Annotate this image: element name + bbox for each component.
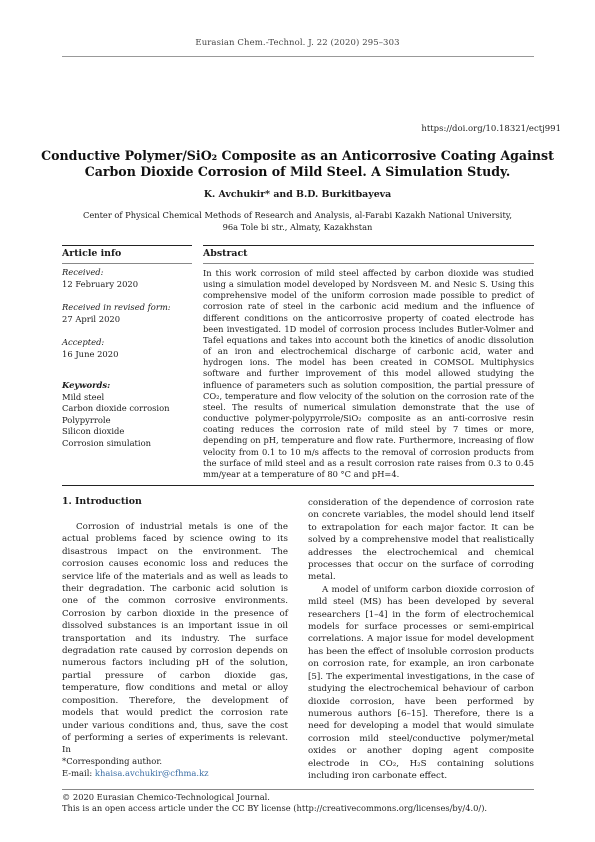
title-line-2: Carbon Dioxide Corrosion of Mild Steel. A Simulation Study. (84, 164, 511, 179)
doi-link[interactable]: https://doi.org/10.18321/ectj991 (421, 124, 561, 134)
footer (62, 792, 562, 814)
affiliation-line-2: 96a Tole bi str., Almaty, Kazakhstan (222, 222, 373, 232)
keyword-item: Silicon dioxide (62, 426, 125, 437)
article-info-rule-top (62, 245, 192, 246)
title-line-1: Conductive Polymer/SiO₂ Composite as an Anticorrosive Coating Against (41, 148, 554, 163)
abstract-rule-top (203, 245, 534, 246)
intro-paragraph-continued: consideration of the dependence of corrosion rate on concrete variables, the model should lend itself to extrapolation for each major factor. It can be solved by a comprehensive model that realistically addresses the electrochemical and chemical processes that occur on the surface of corroding metal. (308, 498, 534, 583)
affiliation-line-1: Center of Physical Chemical Methods of Research and Analysis, al-Farabi Kazakh National University, (82, 210, 513, 220)
corresponding-note: *Corresponding author. (62, 756, 163, 766)
introduction-heading: 1. Introduction (62, 496, 142, 507)
abstract-rule (203, 263, 534, 264)
license: This is an open access article under the CC BY license (http://creativecommons.org/licenses/by/4.0/). (62, 803, 488, 813)
journal-reference: Eurasian Chem.-Technol. J. 22 (2020) 295–303 (195, 38, 400, 48)
received-date: 12 February 2020 (62, 278, 139, 289)
intro-paragraph: A model of uniform carbon dioxide corrosion of mild steel (MS) has been developed by several researchers [1–4] in the form of electrochemical models for surface processes or semi-empirical correlations. A major issue for model development has been the effect of insoluble corrosion products on corrosion rate, for example, an iron carbonate [5]. The experimental investigations, in the case of studying the electrochemical behaviour of carbon dioxide corrosion, have been performed by numerous authors [6–15]. Therefore, there is a need for developing a model that would simulate corrosion mild steel/conductive polymer/metal oxides or another doping agent composite electrode in CO₂, H₂S containing solutions including iron carbonate effect. (308, 584, 534, 781)
section-divider (62, 485, 534, 486)
body-column-right (308, 497, 534, 782)
footnote (62, 755, 209, 780)
accepted-block (62, 337, 192, 360)
email-line (62, 767, 209, 779)
revised-block (62, 302, 192, 325)
keywords-block (62, 380, 192, 450)
article-title (30, 148, 565, 180)
keyword-item: Corrosion simulation (62, 437, 152, 448)
received-label: Received: (62, 267, 104, 277)
affiliation (50, 209, 545, 233)
received-block (62, 267, 192, 290)
header-divider (62, 56, 534, 57)
abstract-heading: Abstract (203, 248, 248, 259)
body-column-left (62, 521, 288, 757)
revised-label: Received in revised form: (62, 302, 171, 312)
keyword-item: Polypyrrole (62, 414, 111, 425)
keyword-item: Carbon dioxide corrosion (62, 403, 170, 414)
copyright: © 2020 Eurasian Chemico-Technological Journal. (62, 792, 270, 802)
authors: K. Avchukir* and B.D. Burkitbayeva (203, 189, 392, 200)
article-info-rule (62, 263, 192, 264)
accepted-date: 16 June 2020 (62, 348, 119, 359)
intro-paragraph: Corrosion of industrial metals is one of the actual problems faced by science owing to its disastrous impact on the environment. The corrosion causes economic loss and reduces the service life of the materials and as well as leads to their degradation. The carbonic acid solution is one of the common corrosive environments. Corrosion by carbon dioxide in the presence of dissolved substances is an important issue in oil transportation and its industry. The surface degradation rate caused by corrosion depends on numerous factors including pH of the solution, partial pressure of carbon dioxide gas, temperature, flow conditions and metal or alloy composition. Therefore, the development of models that would predict the corrosion rate under various conditions and, thus, save the cost of performing a series of experiments is relevant. In (62, 522, 288, 756)
article-info-heading: Article info (62, 248, 122, 259)
keyword-item: Mild steel (62, 391, 105, 402)
footer-divider (62, 789, 534, 790)
revised-date: 27 April 2020 (62, 313, 121, 324)
email-link[interactable]: khaisa.avchukir@cfhma.kz (94, 768, 209, 779)
keywords-label: Keywords: (62, 380, 111, 390)
accepted-label: Accepted: (62, 337, 105, 347)
email-label: E-mail: (62, 768, 95, 779)
abstract-text: In this work corrosion of mild steel affected by carbon dioxide was studied using a simulation model developed by Nordsveen M. and Nesic S. Using this comprehensive model of the uniform corrosion made possible to predict of corrosion rate of steel in the carbonic acid medium and the influence of different conditions on the anticorrosive property of coated electrode has been investigated. 1D model of corrosion process includes Butler-Volmer and Tafel equations and takes into account both the kinetics of anodic dissolution of an iron and electrochemical discharge of carbonic acid, water and hydrogen ions. The model has been created in COMSOL Multiphysics software and further improvement of this model allowed studying the influence of parameters such as solution composition, the partial pressure of CO₂, temperature and flow velocity of the solution on the corrosion rate of the steel. The results of numerical simulation demonstrate that the use of conductive polymer-polypyrrole/SiO₂ composite as an anti-corrosive resin coating reduces the corrosion rate of mild steel by 7 times or more, depending on pH, temperature and flow rate. Furthermore, increasing of flow velocity from 0.1 to 10 m/s affects to the removal of corrosion products from the surface of mild steel and as a result corrosion rate raises from 0.3 to 0.45 mm/year at a temperature of 80 °C and pH=4. (203, 268, 534, 479)
